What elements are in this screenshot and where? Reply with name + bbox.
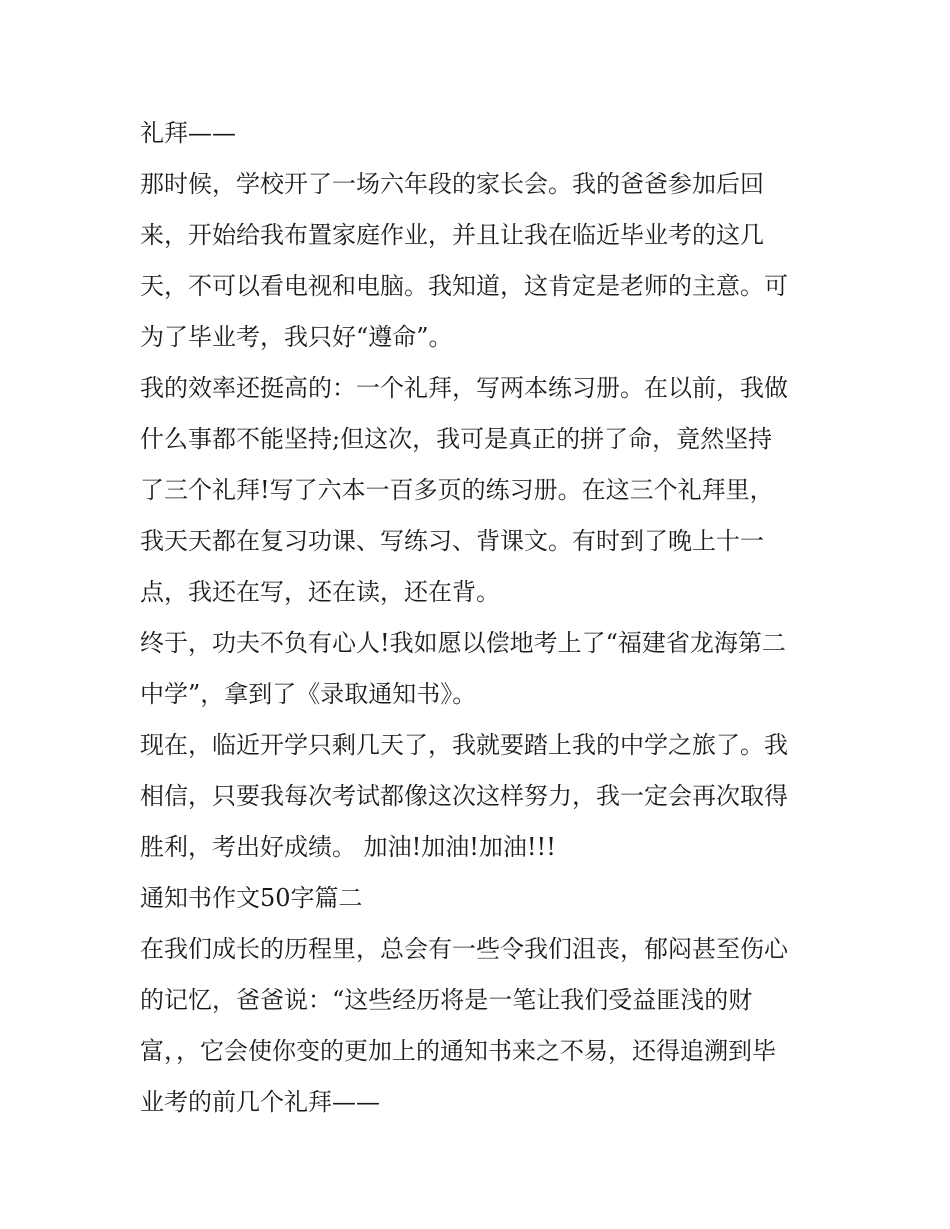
text-line: 胜利，考出好成绩。 加油!加油!加油!!!: [140, 833, 556, 861]
text-line: 礼拜——: [140, 119, 236, 147]
text-line: 在我们成长的历程里，总会有一些令我们沮丧，郁闷甚至伤心: [140, 935, 788, 963]
text-line: 那时候，学校开了一场六年段的家长会。我的爸爸参加后回: [140, 170, 764, 198]
text-line: 我天天都在复习功课、写练习、背课文。有时到了晚上十一: [140, 527, 764, 555]
text-line: 富，，它会使你变的更加上的通知书来之不易，还得追溯到毕: [140, 1037, 776, 1065]
section-heading: 通知书作文50字篇二: [140, 884, 363, 912]
text-line: 点，我还在写，还在读，还在背。: [140, 578, 500, 606]
text-line: 天，不可以看电视和电脑。我知道，这肯定是老师的主意。可: [140, 272, 788, 300]
text-line: 来，开始给我布置家庭作业，并且让我在临近毕业考的这几: [140, 221, 764, 249]
text-line: 现在，临近开学只剩几天了，我就要踏上我的中学之旅了。我: [140, 731, 788, 759]
article-body: [140, 108, 820, 1128]
text-line: 的记忆，爸爸说：“这些经历将是一笔让我们受益匪浅的财: [140, 986, 753, 1014]
text-line: 中学”，拿到了《录取通知书》。: [140, 680, 477, 708]
text-line: 为了毕业考，我只好“遵命”。: [140, 323, 453, 351]
text-line: 业考的前几个礼拜——: [140, 1088, 380, 1116]
text-line: 什么事都不能坚持;但这次，我可是真正的拼了命，竟然坚持: [140, 425, 773, 453]
text-line: 了三个礼拜!写了六本一百多页的练习册。在这三个礼拜里，: [140, 476, 774, 504]
text-line: 终于，功夫不负有心人!我如愿以偿地考上了“福建省龙海第二: [140, 629, 786, 657]
text-line: 相信，只要我每次考试都像这次这样努力，我一定会再次取得: [140, 782, 788, 810]
text-line: 我的效率还挺高的：一个礼拜，写两本练习册。在以前，我做: [140, 374, 788, 402]
